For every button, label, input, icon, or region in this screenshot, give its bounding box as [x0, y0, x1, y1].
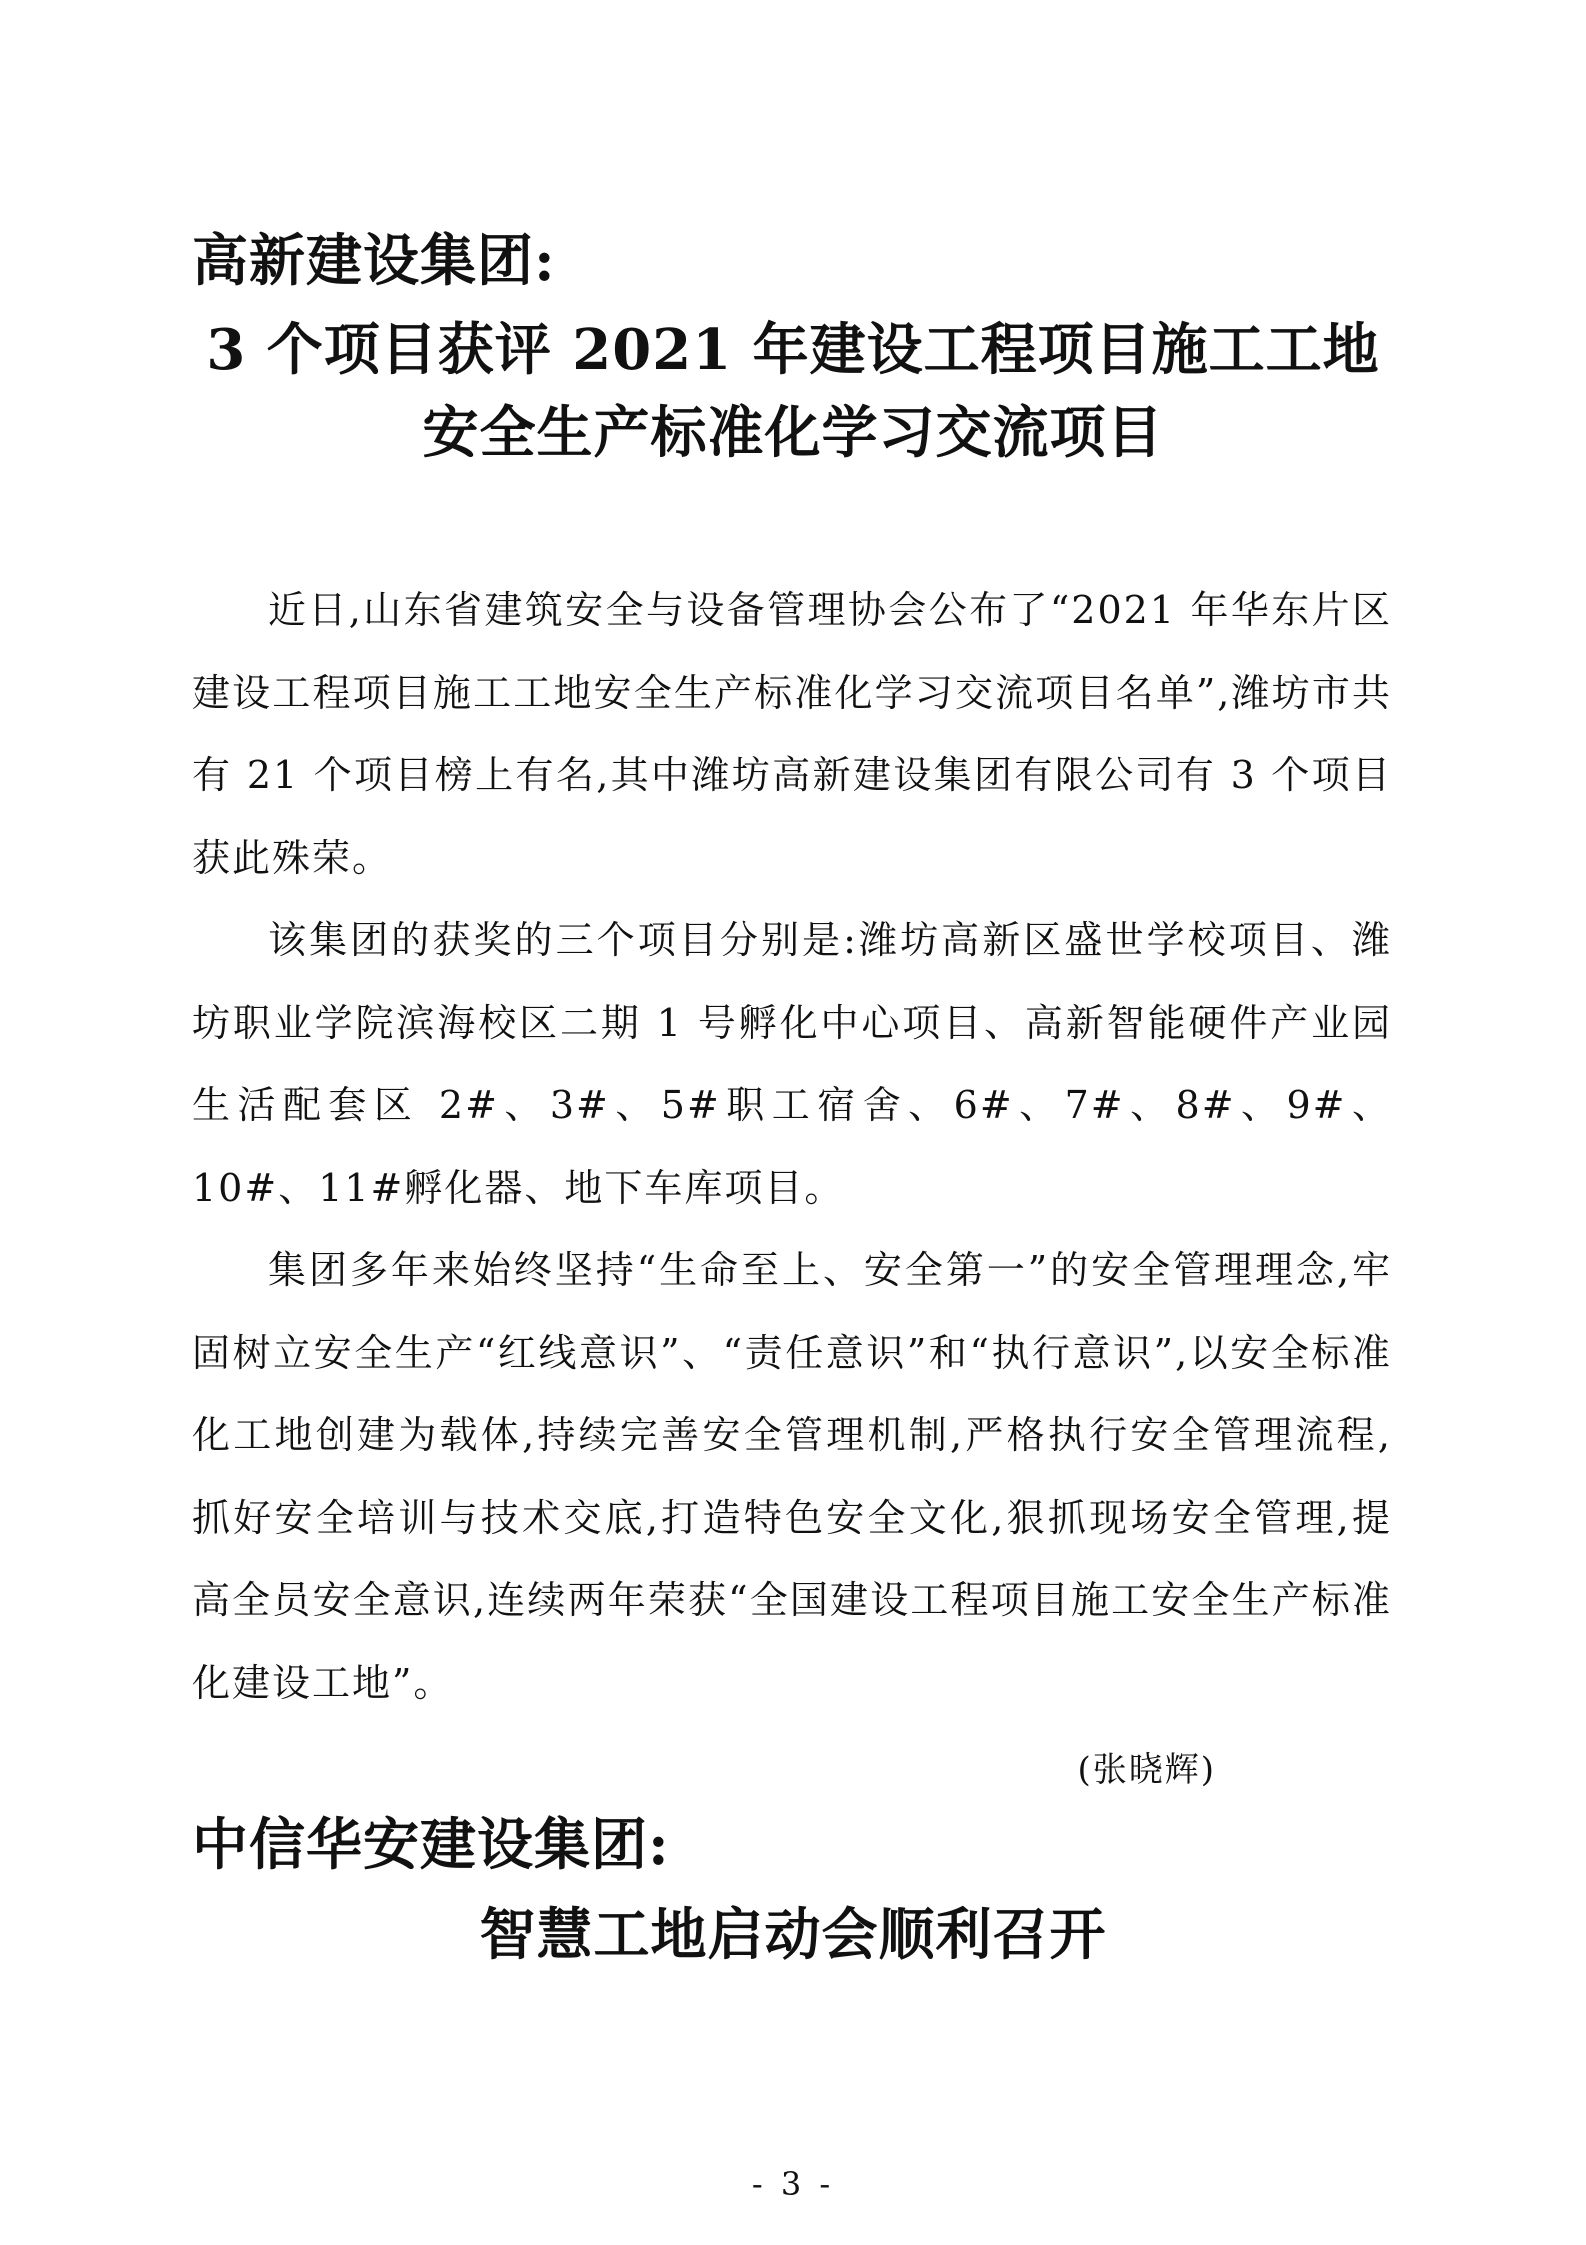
author-byline: (张晓辉) — [1077, 1750, 1216, 1790]
article-title-line-1: 3 个项目获评 2021 年建设工程项目施工工地 — [206, 317, 1380, 383]
body-paragraph: 该集团的获奖的三个项目分别是:潍坊高新区盛世学校项目、潍坊职业学院滨海校区二期 1 号孵化中心项目、高新智能硬件产业园生活配套区 2#、3#、5#职工宿舍、6#、7#、8#、9#、10#、11#孵化器、地下车库项目。 — [192, 918, 1392, 1210]
body-paragraph: 近日,山东省建筑安全与设备管理协会公布了“2021 年华东片区建设工程项目施工工地安全生产标准化学习交流项目名单”,潍坊市共有 21 个项目榜上有名,其中潍坊高新建设集团有限公司有 3 个项目获此殊荣。 — [192, 588, 1392, 880]
page-number: - 3 - — [751, 2165, 835, 2203]
article-body — [192, 569, 1392, 1724]
article-headline: 高新建设集团: — [192, 228, 556, 294]
article-headline: 中信华安建设集团: — [192, 1812, 670, 1878]
article-title-line-1: 智慧工地启动会顺利召开 — [479, 1902, 1107, 1968]
body-paragraph: 集团多年来始终坚持“生命至上、安全第一”的安全管理理念,牢固树立安全生产“红线意识”、“责任意识”和“执行意识”,以安全标准化工地创建为载体,持续完善安全管理机制,严格执行安全管理流程,抓好安全培训与技术交底,打造特色安全文化,狠抓现场安全管理,提高全员安全意识,连续两年荣获“全国建设工程项目施工安全生产标准化建设工地”。 — [192, 1248, 1392, 1705]
article-title-line-2: 安全生产标准化学习交流项目 — [422, 400, 1164, 466]
